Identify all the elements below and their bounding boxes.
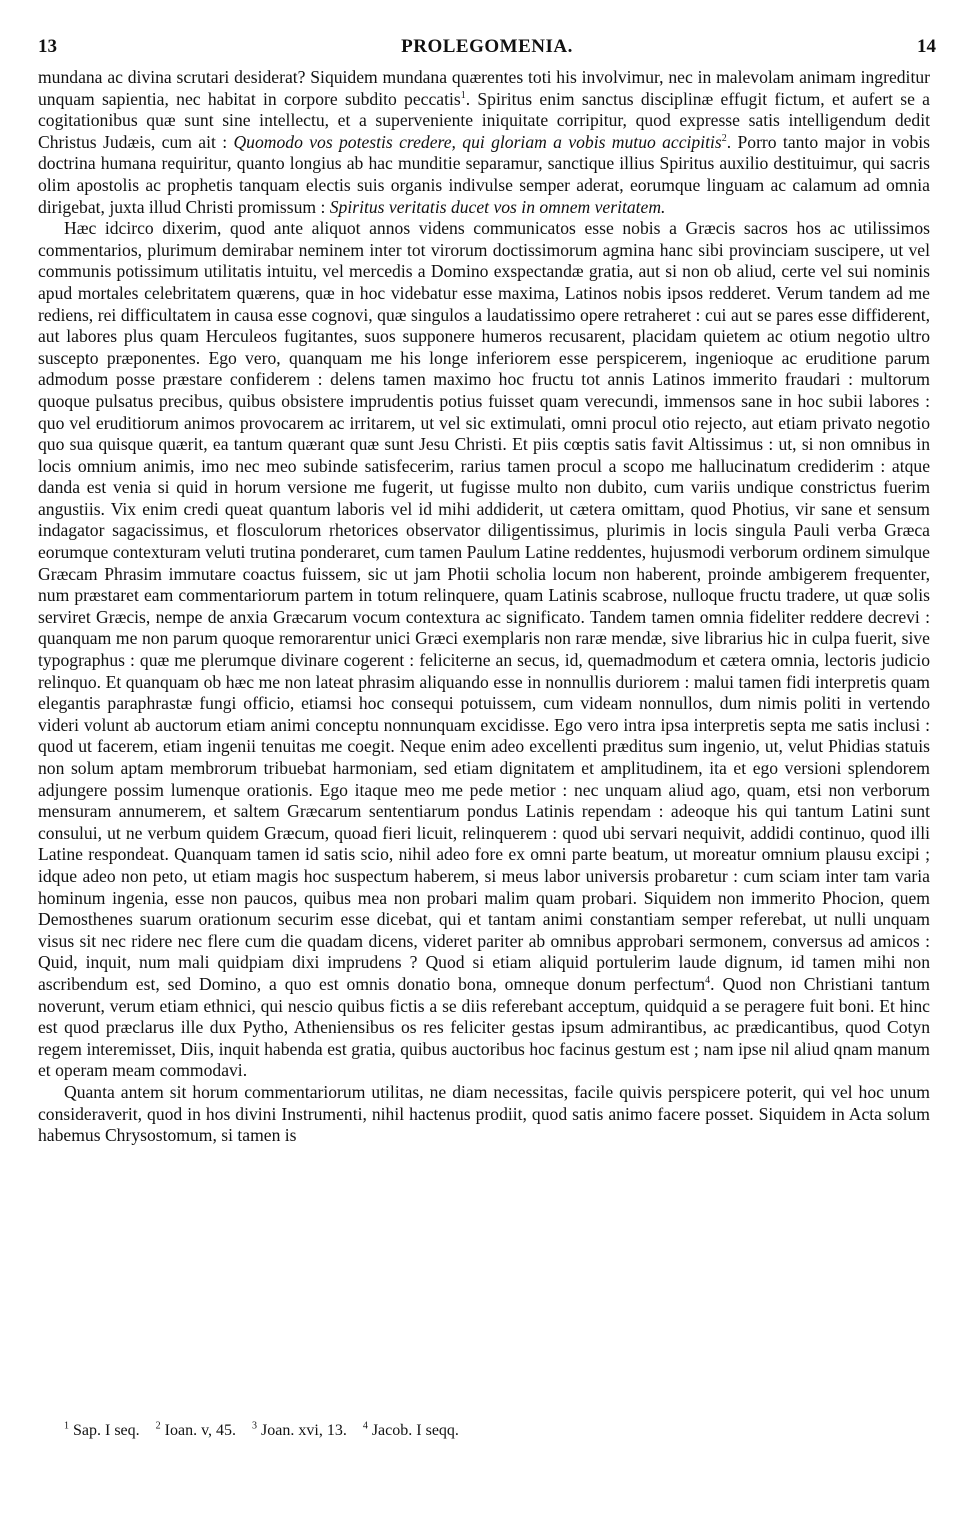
paragraph bbox=[38, 218, 930, 1082]
footnote-number: 1 bbox=[64, 1420, 69, 1432]
footnote bbox=[252, 1422, 347, 1439]
text-segment: . Spiritus enim sanctus disciplinæ effugit fictum, et aufert se a cogitationibus quæ sunt sine intellectu, et a superveniente iniquitate corripitur, quod expresse satis intelligendum dedit Christus Judæis, cum ait : bbox=[38, 88, 930, 152]
text-segment: Hæc idcirco dixerim, quod ante aliquot annos videns communicatos esse nobis a Græcis sacros hos ac utilissimos commentarios, plurimum demirabar neminem inter tot virorum doctissimorum agmina hanc sibi provinciam suscipere, ut vel communis potissimum utilitatis intuitu, vel mercedis a Domino exspectandæ gratia, aut si non ob aliud, certe vel sui nominis apud mortales celebritatem quærens, quæ in hoc videbatur esse maxima, Latinos nobis ipsos redderet. Verum tandem ad me rediens, rei difficultatem in causa esse cognovi, quæ singulos a laudatissimo opere retraheret : cui aut se pares esse diffiderent, aut labores plus quam Herculeos fugitantes, suos supponere humeros recusarent, placidam quietem ac otium negotio ultro suscepto præponentes. Ego vero, quanquam me his longe inferiorem esse perspicerem, ingenioque ac eruditione parum admodum posse præstare confiderem : delens tamen maximo hoc fructu tot annis Latinos immerito fraudari : multorum quoque pulsatus precibus, quibus obsistere imprudentis potius fuisset quam verecundi, immensos sane in hoc subii labores : quo vel eruditiorum animos provocarem ac irritarem, ut vel sic extimulati, omni procul otio rejecto, aut etiam privato negotio quo sua quisque quærit, ea tantum quærant quæ sunt Jesu Christi. Et piis cœptis satis favit Altissimus : ut, si non omnibus in locis omnium animis, imo nec meo subinde satisfecerim, rarius tamen procul a scopo me hallucinatum crediderim : atque danda est venia si quid in horum versione me fugerit, ut fugisse multo non dubito, cum variis undique constrictus fuerim angustiis. Vix enim credi queat quantum laboris vel id mihi addiderit, ut cætera omittam, quod Photius, vir sane et sensum indagator sagacissimus, et flosculorum rhetorices observator diligentissimus, plurimis in locis singula Pauli verba Græca eorumque contexturam veluti trutina ponderaret, cum tamen Paulum Latine reddentes, hujusmodi verborum ordinem simulque Græcam Phrasim immutare coactus fuissem, sic ut jam Photii scholia locum non haberent, proinde ambigerem frequenter, num præstaret eam commentariorum partem in totum relinquere, quam Latinis scabrose, nulloque fructu tradere, ut quæ solis serviret Græcis, nempe de anxia Græcarum vocum contextura ac significato. Tandem tamen omnia fideliter reddere decrevi : quanquam me non parum quoque remorarentur unici Græci exemplaris non raræ mendæ, sive librarius hic in culpa fuerit, sive typographus : quæ me plerumque divinare cogerent : feliciterne an secus, id, quemadmodum et cætera omnia, lectoris judicio relinquo. Et quanquam ob hæc me non lateat phrasim aliquando esse in nonnullis duriorem : malui tamen fidi interpretis quam elegantis paraphrastæ fungi officio, etiamsi hoc consequi potuissem, cum videam nonnullos, dum nimis politi in vertendo videri volunt ab auctorum etiam animi conceptu nonnunquam excidisse. Ego vero intra ipsa interpretis septa me satis inclusi : quod ut facerem, etiam ingenii tenuitas me coegit. Neque enim adeo excellenti præditus sum ingenio, ut, velut Phidias statuis non solum aptam membrorum tribuebat harmoniam, sed etiam dignitatem et amplitudinem, ita et ego versioni splendorem adjungere possim lumenque orationis. Ego itaque meo me pede metior : nec unquam aliud ago, quam, etsi non verborum mensuram annumerem, et saltem Græcarum sententiarum pondus Latinis rependam : adeoque his qui tantum Latini sunt consului, ut ne verbum quidem Græcum, quoad fieri licuit, relinquerem : quod ubi servari nequivit, addidi continuo, quod illi Latine respondeat. Quanquam tamen id satis scio, nihil adeo fore ex omni parte beatum, ut moreatur omnium plausu excipi ; idque adeo non peto, ut etiam magis hoc suspectum haberem, si meus labor universis probaretur : cum sciam inter tam varia hominum ingenia, esse non paucos, quibus mea non probari malim quam probari. Siquidem non immerito Phocion, quem Demosthenes suarum orationum securim esse dicebat, qui et tantam animi constantiam semper referebat, ut nulli unquam visus sit nec ridere nec flere cum die quadam dicens, videret pariter ab omnibus approbari sermonem, conversus ad amicos : Quid, inquit, num mali quidpiam dixi imprudens ? Quod si etiam aliquid portulerim laude dignum, id tamen mihi non ascribendum est, sed Domino, a quo est omnis donatio bona, omneque donum perfectum bbox=[38, 218, 930, 994]
text-segment: mundana ac divina scrutari desiderat? Siquidem mundana quærentes toti his involvimur, nec in malevolam animam ingreditur unquam sapientia, nec habitat in corpore subdito peccatis bbox=[38, 67, 930, 109]
running-header bbox=[38, 36, 936, 60]
footnote-text: Ioan. v, 45. bbox=[164, 1422, 237, 1439]
footnote-text: Jacob. I seqq. bbox=[371, 1422, 459, 1439]
text-segment: Quanta antem sit horum commentariorum utilitas, ne diam necessitas, facile quivis perspicere poterit, qui vel hoc unum consideraverit, quod in hos divini Instrumenti, nihil hactenus prodiit, quod satis animo facere posset. Siquidem in Acta solum habemus Chrysostomum, si tamen is bbox=[38, 1081, 930, 1146]
footnote-number: 4 bbox=[362, 1420, 368, 1432]
body-text bbox=[38, 67, 930, 1147]
page-title: PROLEGOMENIA. bbox=[401, 36, 573, 57]
footnote-text: Joan. xvi, 13. bbox=[261, 1422, 347, 1439]
scripture-quote: Spiritus veritatis ducet vos in omnem veritatem. bbox=[329, 196, 666, 217]
footnote-ref: 1 bbox=[460, 89, 466, 101]
scripture-quote: Quomodo vos potestis credere, qui gloriam a vobis mutuo accipitis bbox=[233, 131, 722, 152]
footnote-number: 3 bbox=[252, 1420, 258, 1432]
footnotes bbox=[64, 1422, 924, 1440]
footnote-number: 2 bbox=[155, 1420, 161, 1432]
paragraph-continued bbox=[38, 67, 930, 218]
page-number-right: 14 bbox=[917, 36, 936, 57]
paragraph bbox=[38, 1082, 930, 1147]
text-segment: . Porro tanto major in vobis doctrina humana requiritur, quanto longius ab hac munditie separamur, sanctique illius Spiritus auxilio destituimur, qui sacris olim apostolis ac prophetis tanquam electis suis organis indivulse semper aderat, eorumque linguam ac calamum ad omnia dirigebat, juxta illud Christi promissum : bbox=[38, 131, 931, 217]
footnote bbox=[363, 1422, 459, 1439]
footnote bbox=[64, 1422, 140, 1439]
page-number-left: 13 bbox=[38, 36, 57, 57]
footnote-text: Sap. I seq. bbox=[73, 1422, 140, 1439]
text-segment: . Quod non Christiani tantum noverunt, verum etiam ethnici, qui nescio quibus fictis a se diis referebant acceptum, quidquid a se peragere fuit boni. Et hinc est quod præclarus ille dux Pytho, Atheniensibus os res feliciter gestas ipsum admirantibus, ac prædicantibus, quod Cotyn regem interemisset, Diis, inquit habenda est gratia, quibus auctoribus hoc facinus gestum est ; nam ipse nil aliud qnam manum et operam meam commodavi. bbox=[38, 973, 930, 1081]
footnote-ref: 4 bbox=[705, 975, 711, 987]
footnote-ref: 2 bbox=[721, 132, 727, 144]
footnote bbox=[156, 1422, 236, 1439]
